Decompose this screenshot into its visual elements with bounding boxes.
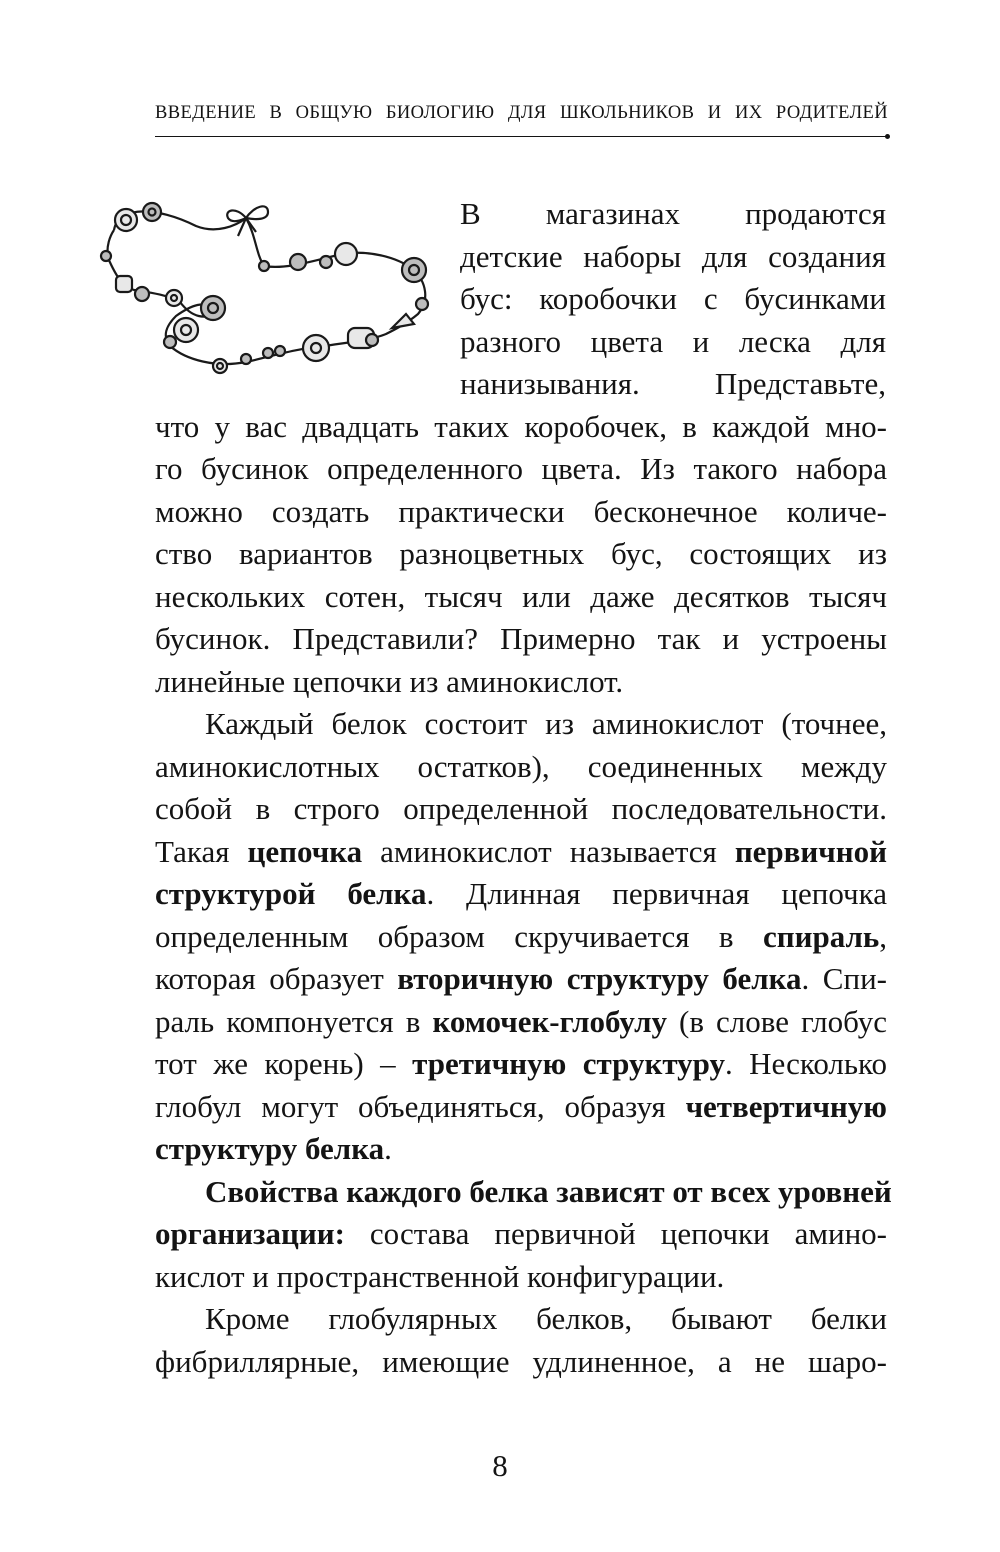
text-segment: нескольких сотен, тысяч или даже десятков тысяч xyxy=(155,579,887,614)
text-line xyxy=(155,579,887,615)
text-segment: . xyxy=(384,1131,392,1166)
text-line xyxy=(460,324,886,360)
text-segment: Такая xyxy=(155,834,248,869)
text-line xyxy=(460,281,886,317)
text-segment: . Несколько xyxy=(724,1046,888,1081)
text-segment: аминокислотных остатков), соединенных между xyxy=(155,749,887,784)
text-segment: Каждый белок состоит из аминокислот (точнее, xyxy=(205,706,887,741)
text-line xyxy=(155,876,887,912)
text-line xyxy=(155,494,887,530)
text-line xyxy=(205,1174,892,1210)
text-segment: го бусинок определенного цвета. Из такого набора xyxy=(155,451,887,486)
text-line xyxy=(155,1089,887,1125)
text-line xyxy=(205,1301,887,1337)
bold-term: цепочка xyxy=(247,834,363,869)
bold-term: комочек-глобулу xyxy=(432,1004,667,1039)
text-segment: . Спи- xyxy=(801,961,887,996)
bold-term: третичную структуру xyxy=(412,1046,725,1081)
text-line xyxy=(155,409,887,445)
text-segment: . Длинная первичная цепочка xyxy=(426,876,887,911)
text-segment: аминокислот называется xyxy=(362,834,735,869)
text-segment: раль компонуется в xyxy=(155,1004,433,1039)
bold-term: четвертичную xyxy=(685,1089,887,1124)
bold-term: первичной xyxy=(734,834,887,869)
text-line xyxy=(155,451,887,487)
running-header: ВВЕДЕНИЕ В ОБЩУЮ БИОЛОГИЮ ДЛЯ ШКОЛЬНИКОВ И ИХ РОДИТЕЛЕЙ xyxy=(155,103,888,123)
text-segment: разного цвета и леска для xyxy=(460,324,886,359)
text-line xyxy=(155,621,887,657)
text-segment: детские наборы для создания xyxy=(460,239,886,274)
text-segment: В магазинах продаются xyxy=(460,196,886,231)
bold-term: вторичную структуру белка xyxy=(397,961,802,996)
text-line xyxy=(460,196,886,232)
bold-term: структурой белка xyxy=(155,876,427,911)
text-line xyxy=(155,919,887,955)
text-segment: определенным образом скручивается в xyxy=(155,919,763,954)
text-line xyxy=(155,1259,887,1295)
text-line xyxy=(155,1004,887,1040)
text-line xyxy=(460,366,886,402)
text-segment: линейные цепочки из аминокислот. xyxy=(155,664,624,699)
text-line xyxy=(155,1216,887,1252)
text-segment: бус: коробочки с бусинками xyxy=(460,281,886,316)
text-line xyxy=(155,536,887,572)
text-line xyxy=(155,749,887,785)
text-segment: кислот и пространственной конфигурации. xyxy=(155,1259,725,1294)
text-line xyxy=(205,706,887,742)
text-segment: ство вариантов разноцветных бус, состоящих из xyxy=(155,536,887,571)
text-line xyxy=(155,1046,887,1082)
bold-term: структуру белка xyxy=(155,1131,385,1166)
text-segment: тот же корень) – xyxy=(155,1046,413,1081)
text-line xyxy=(155,664,887,700)
bold-term: спираль xyxy=(762,919,880,954)
text-line xyxy=(460,239,886,275)
text-segment: Кроме глобулярных белков, бывают белки xyxy=(205,1301,887,1336)
text-line xyxy=(155,791,887,827)
text-segment: глобул могут объединяться, образуя xyxy=(155,1089,686,1124)
header-rule xyxy=(155,136,887,137)
bold-term: Свойства каждого белка зависят от всех уровней xyxy=(205,1174,892,1209)
text-segment: фибриллярные, имеющие удлиненное, а не шаро- xyxy=(155,1344,887,1379)
text-segment: которая образует xyxy=(155,961,398,996)
text-line xyxy=(155,1131,887,1167)
bold-term: организации: xyxy=(155,1216,345,1251)
text-segment: , xyxy=(879,919,887,954)
page-number: 8 xyxy=(492,1448,508,1483)
text-segment: что у вас двадцать таких коробочек, в каждой мно- xyxy=(155,409,887,444)
text-line xyxy=(155,961,887,997)
text-line xyxy=(155,834,887,870)
text-segment: (в слове глобус xyxy=(666,1004,887,1039)
text-line xyxy=(155,1344,887,1380)
beads-necklace-icon xyxy=(96,196,442,388)
text-segment: собой в строго определенной последовательности. xyxy=(155,791,887,826)
text-segment: состава первичной цепочки амино- xyxy=(344,1216,887,1251)
text-segment: нанизывания. Представьте, xyxy=(460,366,886,401)
text-segment: бусинок. Представили? Примерно так и устроены xyxy=(155,621,887,656)
text-segment: можно создать практически бесконечное количе- xyxy=(155,494,887,529)
